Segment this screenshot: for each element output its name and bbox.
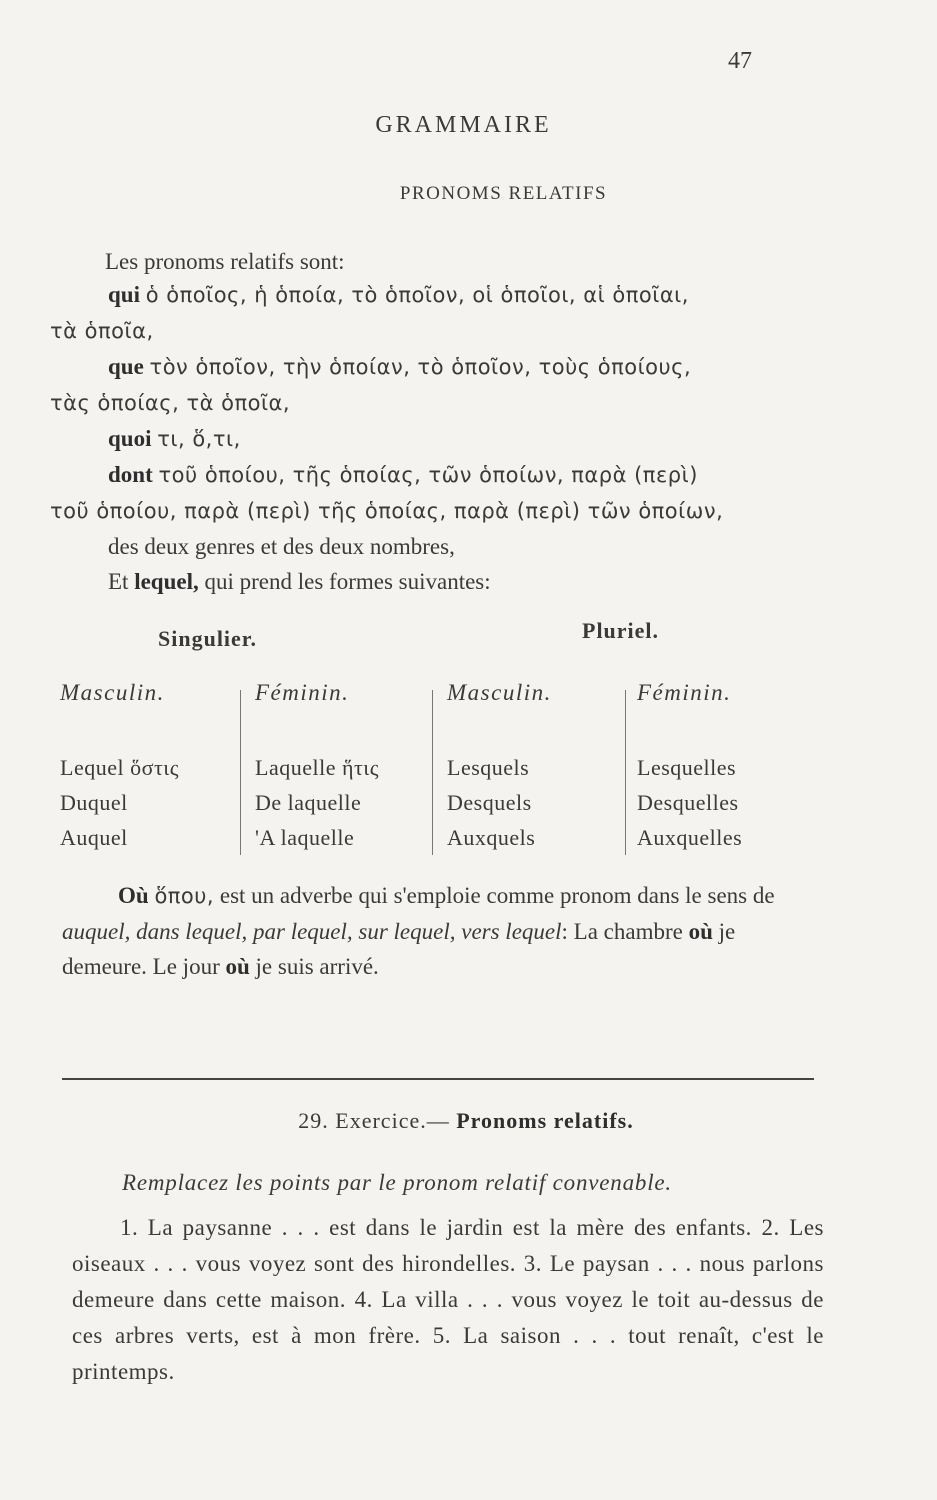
exercise-sentences: 1. La paysanne . . . est dans le jardin est la mère des enfants. 2. Les oiseaux . . . vous voyez sont des hirondelles. 3. Le paysan . . . nous parlons demeure dans cette maison. 4. La villa . . . vous voyez le toit au-dessus de ces arbres verts, est à mon frère. 5. La saison . . . tout renaît, c'est le printemps.: [72, 1215, 824, 1384]
qui-greek-cont: τὰ ὁποῖα,: [50, 319, 154, 343]
table-cell: Auxquels: [447, 825, 536, 850]
table-cell: Laquelle ἥτις: [255, 755, 379, 780]
section-divider: [62, 1078, 814, 1080]
ou-greek: ὅπου,: [154, 884, 215, 908]
ou-word: Où: [118, 883, 149, 908]
ou-paragraph: [62, 878, 822, 984]
table-cell: Lequel ὅστις: [60, 755, 179, 780]
que-greek: τὸν ὁποῖον, τὴν ὁποίαν, τὸ ὁποῖον, τοὺς ὁποίους,: [149, 355, 692, 379]
table-cell: Desquelles: [637, 790, 739, 815]
singulier-heading: Singulier.: [158, 626, 258, 651]
exercise-number: 29. Exercice.—: [298, 1108, 450, 1133]
pluriel-heading: Pluriel.: [582, 618, 660, 643]
ou-example-2: où: [225, 954, 250, 979]
exercise-title: [0, 1108, 937, 1134]
subtitle: PRONOMS RELATIFS: [399, 183, 608, 204]
relative-pronouns-list: [50, 277, 820, 599]
section-title: GRAMMAIRE: [375, 112, 552, 138]
page-number: 47: [728, 48, 752, 74]
table-cell: Duquel: [60, 790, 128, 815]
dont-line-cont: [50, 493, 820, 529]
quoi-line: [50, 421, 820, 457]
que-greek-cont: τὰς ὁποίας, τὰ ὁποῖα,: [50, 391, 291, 415]
exercise-instruction: Remplacez les points par le pronom relatif convenable.: [122, 1170, 672, 1195]
dont-greek-cont: τοῦ ὁποίου, παρὰ (περὶ) τῆς ὁποίας, παρὰ (περὶ) τῶν ὁποίων,: [50, 499, 724, 523]
dont-word: dont: [108, 462, 153, 487]
table-cell: Auquel: [60, 825, 128, 850]
table-cell: Desquels: [447, 790, 532, 815]
qui-word: qui: [108, 282, 140, 307]
ou-text-3: je demeure. Le jour: [62, 919, 736, 979]
lequel-post: qui prend les formes suivantes:: [204, 569, 491, 594]
que-line-cont: [50, 385, 820, 421]
lequel-bold: lequel,: [134, 569, 199, 594]
column-divider: [625, 690, 626, 855]
table-cell: De laquelle: [255, 790, 362, 815]
exercise-text: [72, 1210, 824, 1390]
column-feminin-pluriel: [637, 680, 807, 855]
dont-greek: τοῦ ὁποίου, τῆς ὁποίας, τῶν ὁποίων, παρὰ (περὶ): [158, 463, 698, 487]
lequel-forms-table: [55, 680, 795, 855]
ou-text-1: est un adverbe qui s'emploie comme pronom dans le sens de: [219, 883, 775, 908]
genres-line: des deux genres et des deux nombres,: [108, 534, 455, 559]
quoi-greek: τι, ὅ,τι,: [157, 427, 241, 451]
table-cell: Lesquels: [447, 755, 530, 780]
table-cell: Lesquelles: [637, 755, 737, 780]
quoi-word: quoi: [108, 426, 152, 451]
column-header: Masculin.: [60, 680, 165, 705]
column-masculin-singulier: [60, 680, 235, 855]
exercise-name: Pronoms relatifs.: [456, 1108, 634, 1133]
ou-text-2: : La chambre: [561, 919, 683, 944]
column-header: Masculin.: [447, 680, 552, 705]
column-header: Féminin.: [637, 680, 732, 705]
que-word: que: [108, 354, 144, 379]
ou-text-4: je suis arrivé.: [255, 954, 379, 979]
ou-example-1: où: [688, 919, 713, 944]
column-feminin-singulier: [255, 680, 435, 855]
table-cell: Auxquelles: [637, 825, 743, 850]
lequel-pre: Et: [108, 569, 129, 594]
lequel-line: [50, 564, 820, 599]
column-divider: [432, 690, 433, 855]
column-divider: [240, 690, 241, 855]
que-line: [50, 349, 820, 385]
column-header: Féminin.: [255, 680, 350, 705]
dont-line: [50, 457, 820, 493]
qui-greek: ὁ ὁποῖος, ἡ ὁποία, τὸ ὁποῖον, οἱ ὁποῖοι, αἱ ὁποῖαι,: [145, 283, 689, 307]
column-masculin-pluriel: [447, 680, 617, 855]
intro-line: Les pronoms relatifs sont:: [105, 249, 345, 274]
qui-line-cont: [50, 313, 820, 349]
qui-line: [50, 277, 820, 313]
table-cell: 'A laquelle: [255, 825, 355, 850]
ou-italic: auquel, dans lequel, par lequel, sur lequel, vers lequel: [62, 919, 562, 944]
